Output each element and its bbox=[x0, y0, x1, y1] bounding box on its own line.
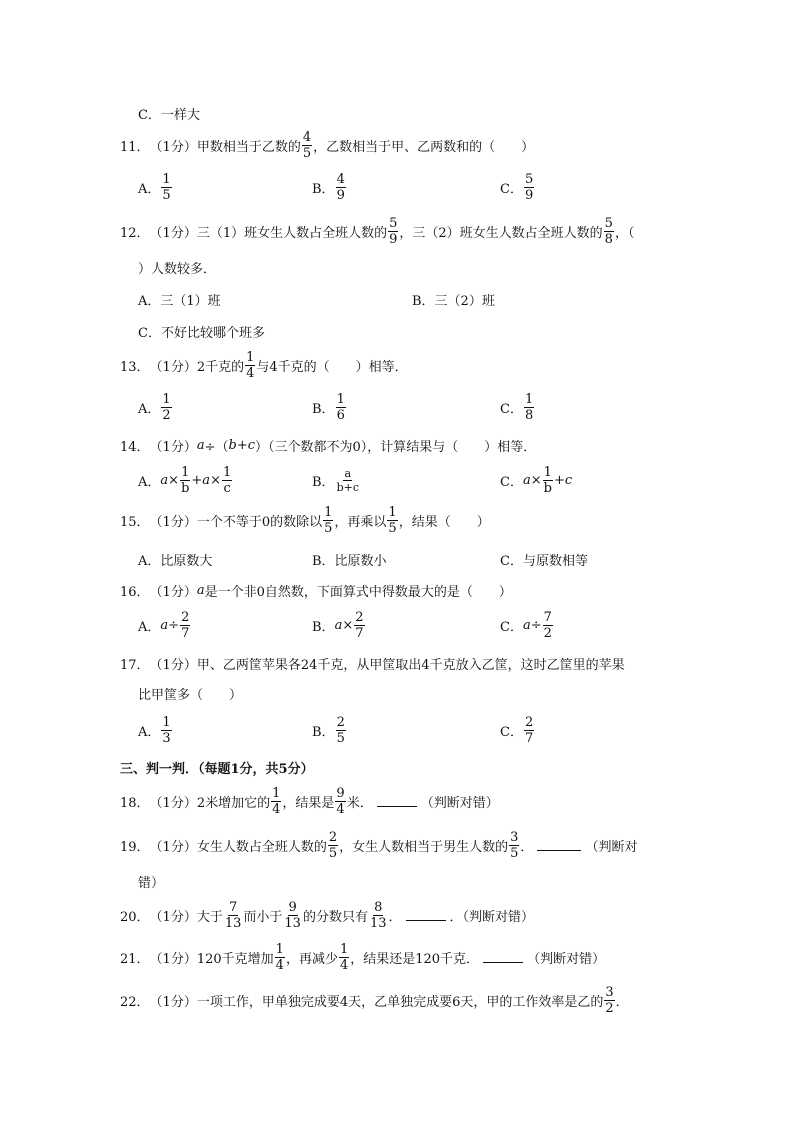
q13-fraction: $\frac{1}{4}$ bbox=[246, 349, 255, 381]
q14-option-a-fraction-1: $\frac{1}{b}$ bbox=[181, 464, 190, 496]
q21-fraction-1: $\frac{1}{4}$ bbox=[275, 941, 284, 973]
q17-option-b: B． $\frac{2}{5}$ bbox=[312, 714, 345, 746]
q13-option-c: C． $\frac{1}{8}$ bbox=[500, 391, 534, 423]
q12-fraction-2: $\frac{5}{8}$ bbox=[604, 215, 613, 247]
section-3-heading: 三、判一判．（每题1分，共5分） bbox=[120, 761, 314, 777]
q22-fraction: $\frac{3}{2}$ bbox=[605, 984, 614, 1016]
q14-option-a: A． a × $\frac{1}{b}$ + a × $\frac{1}{c}$ bbox=[138, 464, 232, 496]
q16-option-b-fraction: $\frac{2}{7}$ bbox=[355, 609, 364, 641]
q15-fraction-1: $\frac{1}{5}$ bbox=[324, 504, 333, 536]
q21-score: （1分） bbox=[149, 951, 197, 967]
q19-number: 19． bbox=[120, 839, 150, 855]
q16-option-c: C． a ÷ $\frac{7}{2}$ bbox=[500, 609, 552, 641]
q17-number: 17． bbox=[120, 657, 150, 673]
q20-number: 20． bbox=[120, 909, 150, 925]
q21-answer-blank[interactable] bbox=[483, 952, 523, 963]
q13-option-b: B． $\frac{1}{6}$ bbox=[312, 391, 345, 423]
q13-number: 13． bbox=[120, 359, 150, 375]
q17-option-a-fraction: $\frac{1}{3}$ bbox=[162, 714, 171, 746]
q15-option-a: A．比原数大 bbox=[138, 553, 213, 569]
q11-fraction: $\frac{4}{5}$ bbox=[302, 129, 312, 161]
q13-option-c-fraction: $\frac{1}{8}$ bbox=[524, 391, 534, 423]
q16-option-c-fraction: $\frac{7}{2}$ bbox=[543, 609, 552, 641]
q12-fraction-1: $\frac{5}{9}$ bbox=[389, 215, 398, 247]
q14-stem: 14． （1分） a ÷（ b + c ）（三个数都不为0），计算结果与（ ）相等． bbox=[120, 437, 537, 455]
q14-option-a-fraction-2: $\frac{1}{c}$ bbox=[222, 464, 232, 496]
q14-option-c-fraction: $\frac{1}{b}$ bbox=[543, 464, 552, 496]
q13-option-a-fraction: $\frac{1}{2}$ bbox=[162, 391, 171, 423]
q20-answer-blank[interactable] bbox=[406, 910, 446, 921]
q16-stem: 16． （1分） a 是一个非0自然数，下面算式中得数最大的是（ ） bbox=[120, 582, 512, 600]
q13-option-b-fraction: $\frac{1}{6}$ bbox=[336, 391, 345, 423]
q13-score: （1分） bbox=[149, 359, 197, 375]
q21-fraction-2: $\frac{1}{4}$ bbox=[339, 941, 349, 973]
q11-option-a-fraction: $\frac{1}{5}$ bbox=[162, 171, 171, 203]
q11-text-1: 甲数相当于乙数的 bbox=[196, 139, 301, 155]
q15-score: （1分） bbox=[149, 514, 197, 530]
q22-number: 22． bbox=[120, 994, 150, 1010]
q11-option-a: A． $\frac{1}{5}$ bbox=[138, 171, 171, 203]
q10-option-c bbox=[138, 98, 200, 128]
q18-answer-blank[interactable] bbox=[377, 796, 417, 807]
q15-option-c: C．与原数相等 bbox=[500, 553, 588, 569]
q19-fraction-1: $\frac{2}{5}$ bbox=[328, 829, 338, 861]
q16-score: （1分） bbox=[149, 584, 197, 600]
q21-stem: 21． （1分） 120千克增加 $\frac{1}{4}$ ，再减少 $\frac{1}{4}$ ，结果还是120千克． （判断对错） bbox=[120, 941, 606, 973]
q11-option-b-fraction: $\frac{4}{9}$ bbox=[336, 171, 345, 203]
q18-fraction-2: $\frac{9}{4}$ bbox=[336, 785, 345, 817]
q14-option-b: B． $\frac{a}{b+c}$ bbox=[312, 466, 359, 494]
q11-stem bbox=[120, 130, 534, 160]
q12-option-a: A．三（1）班 bbox=[138, 293, 221, 309]
q20-fraction-1: $\frac{7}{13}$ bbox=[224, 899, 242, 931]
q16-number: 16． bbox=[120, 584, 150, 600]
q11-option-c: C． $\frac{5}{9}$ bbox=[500, 171, 534, 203]
q21-number: 21． bbox=[120, 951, 150, 967]
q13-option-a: A． $\frac{1}{2}$ bbox=[138, 391, 171, 423]
q11-number: 11． bbox=[120, 139, 150, 155]
q14-option-c: C． a × $\frac{1}{b}$ + c bbox=[500, 464, 573, 496]
q22-stem: 22． （1分） 一项工作，甲单独完成要4天，乙单独完成要6天，甲的工作效率是乙的 $\frac{3}{2}$ ． bbox=[120, 984, 629, 1016]
q17-option-b-fraction: $\frac{2}{5}$ bbox=[336, 714, 345, 746]
q12-stem: 12． （1分） 三（1）班女生人数占全班人数的 $\frac{5}{9}$ ，三（2）班女生人数占全班人数的 $\frac{5}{8}$ ，（ bbox=[120, 215, 635, 247]
q13-stem: 13． （1分） 2千克的 $\frac{1}{4}$ 与4千克的（ ）相等． bbox=[120, 349, 408, 381]
q20-stem: 20． （1分） 大于 $\frac{7}{13}$ 而小于 $\frac{9}{13}$ 的分数只有 $\frac{8}{13}$ ． ．（判断对错） bbox=[120, 899, 535, 931]
q11-score: （1分） bbox=[149, 139, 197, 155]
q22-score: （1分） bbox=[149, 994, 197, 1010]
q14-score: （1分） bbox=[149, 439, 197, 455]
q16-option-b: B． a × $\frac{2}{7}$ bbox=[312, 609, 364, 641]
q12-option-c: C．不好比较哪个班多 bbox=[138, 325, 265, 341]
q19-score: （1分） bbox=[149, 839, 197, 855]
q15-number: 15． bbox=[120, 514, 150, 530]
q17-score: （1分） bbox=[149, 657, 197, 673]
q12-score: （1分） bbox=[149, 225, 197, 241]
q12-stem-cont: ）人数较多． bbox=[138, 261, 217, 277]
q11-text-2: ，乙数相当于甲、乙两数和的（ ） bbox=[313, 139, 535, 155]
q14-option-b-fraction: $\frac{a}{b+c}$ bbox=[336, 466, 359, 494]
q20-fraction-3: $\frac{8}{13}$ bbox=[369, 899, 387, 931]
q12-number: 12． bbox=[120, 225, 150, 241]
q18-fraction-1: $\frac{1}{4}$ bbox=[272, 785, 281, 817]
q16-option-a-fraction: $\frac{2}{7}$ bbox=[181, 609, 190, 641]
q18-stem: 18． （1分） 2米增加它的 $\frac{1}{4}$ ，结果是 $\frac{9}{4}$ 米． （判断对错） bbox=[120, 785, 499, 817]
q19-stem: 19． （1分） 女生人数占全班人数的 $\frac{2}{5}$ ，女生人数相当于男生人数的 $\frac{3}{5}$ ． （判断对 bbox=[120, 829, 638, 861]
q18-score: （1分） bbox=[149, 795, 197, 811]
q18-number: 18． bbox=[120, 795, 150, 811]
q19-fraction-2: $\frac{3}{5}$ bbox=[510, 829, 519, 861]
q17-option-a: A． $\frac{1}{3}$ bbox=[138, 714, 171, 746]
q16-option-a: A． a ÷ $\frac{2}{7}$ bbox=[138, 609, 190, 641]
q12-option-b: B．三（2）班 bbox=[412, 293, 495, 309]
q19-stem-cont: 错） bbox=[138, 875, 165, 891]
q20-score: （1分） bbox=[149, 909, 197, 925]
q11-option-b: B． $\frac{4}{9}$ bbox=[312, 171, 345, 203]
q17-stem: 17． （1分） 甲、乙两筐苹果各24千克，从甲筐取出4千克放入乙筐，这时乙筐里的苹果 bbox=[120, 648, 625, 678]
q15-fraction-2: $\frac{1}{5}$ bbox=[388, 504, 397, 536]
q19-answer-blank[interactable] bbox=[537, 840, 581, 851]
q17-stem-cont: 比甲筐多（ ） bbox=[138, 687, 243, 703]
q20-fraction-2: $\frac{9}{13}$ bbox=[284, 899, 301, 931]
q10-option-c-text: C．一样大 bbox=[138, 107, 200, 123]
q15-stem: 15． （1分） 一个不等于0的数除以 $\frac{1}{5}$ ，再乘以 $\frac{1}{5}$ ，结果（ ） bbox=[120, 504, 490, 536]
q14-number: 14． bbox=[120, 439, 150, 455]
q11-option-c-fraction: $\frac{5}{9}$ bbox=[524, 171, 534, 203]
q17-option-c-fraction: $\frac{2}{7}$ bbox=[524, 714, 534, 746]
q17-option-c: C． $\frac{2}{7}$ bbox=[500, 714, 534, 746]
q15-option-b: B．比原数小 bbox=[312, 553, 387, 569]
